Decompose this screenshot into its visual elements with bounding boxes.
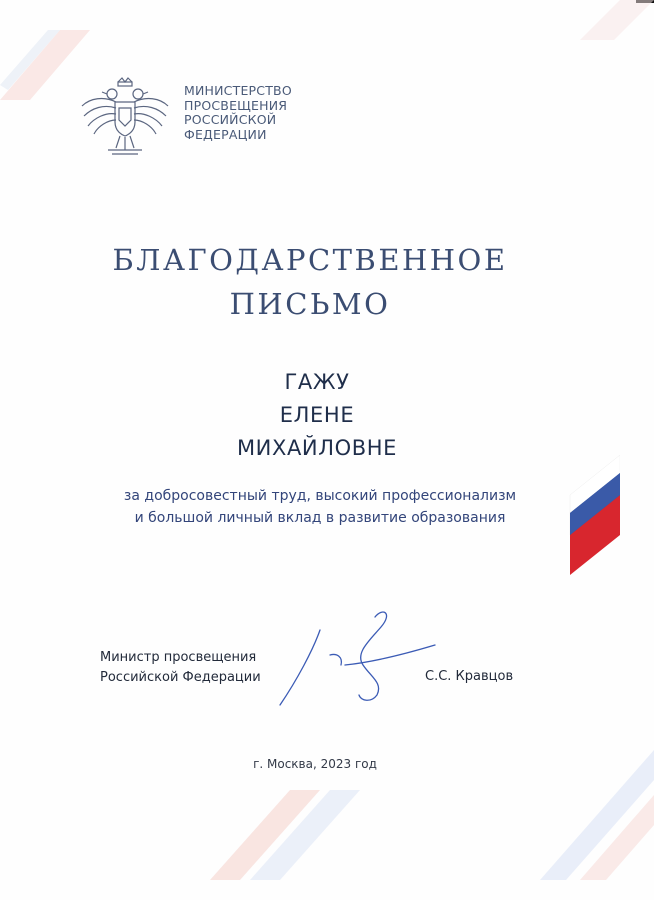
decorative-stripes-top-right bbox=[560, 0, 654, 40]
double-headed-eagle-emblem-icon bbox=[78, 76, 172, 160]
ministry-name-line: ПРОСВЕЩЕНИЯ bbox=[184, 97, 288, 113]
award-reason-line: за добросовестный труд, высокий профессионализм bbox=[123, 488, 517, 504]
signatory-title-line: Министр просвещения bbox=[100, 650, 257, 665]
scan-corner-mark bbox=[636, 0, 654, 3]
recipient-first-name: ЕЛЕНЕ bbox=[279, 403, 355, 427]
document-title-line: ПИСЬМО bbox=[229, 287, 391, 321]
ministry-name-line: МИНИСТЕРСТВО bbox=[184, 83, 292, 98]
recipient-surname: ГАЖУ bbox=[284, 370, 350, 394]
signatory-title bbox=[100, 648, 261, 688]
signatory-title-line: Российской Федерации bbox=[100, 670, 261, 685]
place-and-year: г. Москва, 2023 год bbox=[253, 757, 377, 771]
decorative-stripes-top-left bbox=[0, 30, 90, 100]
ministry-name bbox=[184, 84, 292, 142]
recipient-name bbox=[0, 366, 634, 465]
handwritten-signature bbox=[275, 605, 455, 710]
ministry-name-line: ФЕДЕРАЦИИ bbox=[184, 126, 267, 142]
signatory-name: С.С. Кравцов bbox=[425, 669, 514, 684]
recipient-patronymic: МИХАЙЛОВНЕ bbox=[236, 436, 398, 460]
decorative-stripes-bottom-left bbox=[210, 790, 370, 880]
ministry-name-line: РОССИЙСКОЙ bbox=[184, 112, 277, 127]
document-title-line: БЛАГОДАРСТВЕННОЕ bbox=[112, 243, 508, 277]
document-title bbox=[0, 238, 620, 326]
award-reason bbox=[0, 485, 640, 529]
award-reason-line: и большой личный вклад в развитие образования bbox=[134, 510, 506, 526]
